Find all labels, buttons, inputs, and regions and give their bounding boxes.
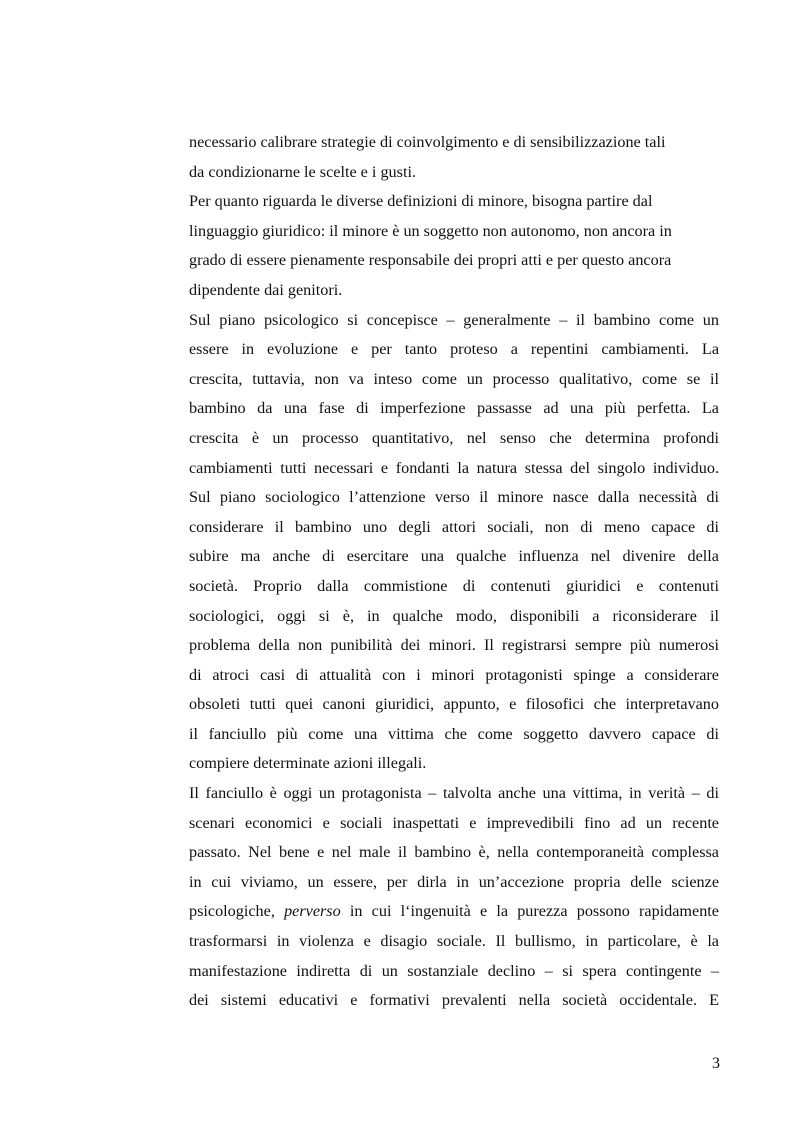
text-line: obsoleti tutti quei canoni giuridici, appunto, e filosofici che interpretavano <box>189 695 719 714</box>
text-line: il fanciullo più come una vittima che come soggetto davvero capace di <box>189 724 719 743</box>
text-segment: in cui l‘ingenuità e la purezza possono rapidamente <box>340 902 719 921</box>
text-line: cambiamenti tutti necessari e fondanti la natura stessa del singolo individuo. <box>189 458 719 477</box>
body-text <box>189 128 719 1016</box>
text-line: da condizionarne le scelte e i gusti. <box>189 162 416 181</box>
text-line: essere in evoluzione e per tanto proteso a repentini cambiamenti. La <box>189 340 719 359</box>
text-line: Il fanciullo è oggi un protagonista – talvolta anche una vittima, in verità – di <box>189 784 719 803</box>
text-line: in cui viviamo, un essere, per dirla in un’accezione propria delle scienze <box>189 872 719 891</box>
text-line <box>189 897 719 927</box>
text-line: grado di essere pienamente responsabile dei propri atti e per questo ancora <box>189 251 672 270</box>
text-line: compiere determinate azioni illegali. <box>189 754 427 773</box>
text-line: considerare il bambino uno degli attori sociali, non di meno capace di <box>189 517 719 536</box>
page-number: 3 <box>712 1055 720 1072</box>
text-line: dipendente dai genitori. <box>189 280 343 299</box>
text-line: di atroci casi di attualità con i minori protagonisti spinge a considerare <box>189 665 719 684</box>
text-line: scenari economici e sociali inaspettati e imprevedibili fino ad un recente <box>189 813 719 832</box>
text-line: Sul piano sociologico l’attenzione verso il minore nasce dalla necessità di <box>189 488 719 507</box>
text-line: Sul piano psicologico si concepisce – generalmente – il bambino come un <box>189 310 719 329</box>
text-line: linguaggio giuridico: il minore è un soggetto non autonomo, non ancora in <box>189 221 672 240</box>
text-line: Per quanto riguarda le diverse definizioni di minore, bisogna partire dal <box>189 192 653 211</box>
text-line: sociologici, oggi si è, in qualche modo, disponibili a riconsiderare il <box>189 606 719 625</box>
text-line: necessario calibrare strategie di coinvolgimento e di sensibilizzazione tali <box>189 133 666 151</box>
text-line: trasformarsi in violenza e disagio sociale. Il bullismo, in particolare, è la <box>189 932 719 951</box>
text-line: dei sistemi educativi e formativi prevalenti nella società occidentale. E <box>189 991 719 1010</box>
text-line: bambino da una fase di imperfezione passasse ad una più perfetta. La <box>189 399 719 418</box>
text-line: subire ma anche di esercitare una qualche influenza nel divenire della <box>189 547 719 566</box>
text-line: problema della non punibilità dei minori. Il registrarsi sempre più numerosi <box>189 636 719 655</box>
text-line: manifestazione indiretta di un sostanziale declino – si spera contingente – <box>189 961 719 980</box>
text-segment: psicologiche, <box>189 902 285 921</box>
text-line: crescita, tuttavia, non va inteso come un processo qualitativo, come se il <box>189 369 719 388</box>
italic-word: perverso <box>284 902 341 921</box>
text-line: crescita è un processo quantitativo, nel senso che determina profondi <box>189 428 719 447</box>
text-line: passato. Nel bene e nel male il bambino è, nella contemporaneità complessa <box>189 843 719 862</box>
text-line: società. Proprio dalla commistione di contenuti giuridici e contenuti <box>189 576 719 595</box>
